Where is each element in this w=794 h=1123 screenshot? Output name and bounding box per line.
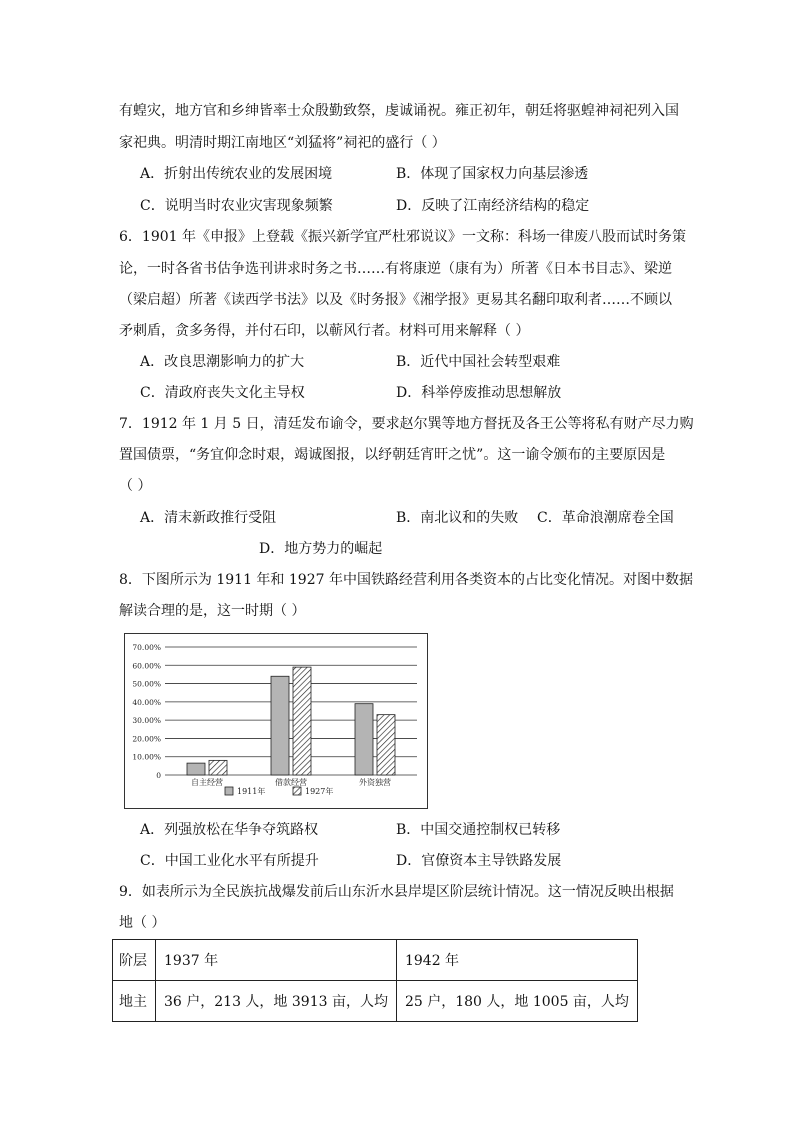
bar-1927 xyxy=(293,667,311,775)
table-row xyxy=(113,981,638,1022)
q7-text-line: （ ） xyxy=(119,478,152,494)
legend-swatch xyxy=(225,787,233,795)
strata-table xyxy=(112,939,638,1022)
legend-label: 1911年 xyxy=(237,787,266,796)
bar-1911 xyxy=(271,676,289,775)
legend-label: 1927年 xyxy=(305,787,334,796)
y-tick-label: 50.00% xyxy=(132,679,161,689)
q7-option-b: B．南北议和的失败 xyxy=(396,510,519,526)
q5-option-c: C．说明当时农业灾害现象频繁 xyxy=(140,198,333,214)
q6-text-line: 矛刺盾，贪多务得，并付石印，以蕲风行者。材料可用来解释（ ） xyxy=(119,323,530,339)
q5-option-a: A．折射出传统农业的发展困境 xyxy=(140,166,333,182)
q6-text-line: （梁启超）所著《读西学书法》以及《时务报》《湘学报》更易其名翻印取利者……不顾以 xyxy=(119,292,672,308)
q6-text-line: 6．1901 年《申报》上登载《振兴新学宜严杜邪说议》一文称：科场一律废八股而试时务策 xyxy=(119,229,686,245)
q5-option-b: B．体现了国家权力向基层渗透 xyxy=(396,166,589,182)
q8-text-line: 解读合理的是，这一时期（ ） xyxy=(119,603,306,619)
q7-option-c: C．革命浪潮席卷全国 xyxy=(537,510,674,526)
q6-option-a: A．改良思潮影响力的扩大 xyxy=(140,354,305,370)
y-tick-label: 10.00% xyxy=(132,752,161,762)
x-tick-label: 外资独营 xyxy=(359,778,391,787)
y-tick-label: 0 xyxy=(156,771,161,780)
bar-1927 xyxy=(377,715,395,775)
q6-option-d: D．科举停废推动思想解放 xyxy=(396,385,562,401)
q5-text-line: 家祀典。明清时期江南地区“刘猛将”祠祀的盛行（ ） xyxy=(119,135,446,151)
bar-1911 xyxy=(355,704,373,775)
table-header-cell: 1942 年 xyxy=(396,940,637,981)
table-header-row xyxy=(113,940,638,981)
table-header-cell: 阶层 xyxy=(113,940,156,981)
q8-option-a: A．列强放松在华争夺筑路权 xyxy=(140,822,319,838)
q7-option-d: D．地方势力的崛起 xyxy=(259,541,383,557)
q5-option-d: D．反映了江南经济结构的稳定 xyxy=(396,198,590,214)
y-tick-label: 70.00% xyxy=(132,643,161,652)
q6-text-line: 论，一时各省书估争选刊讲求时务之书……有将康逆（康有为）所著《日本书目志》、梁逆 xyxy=(119,261,672,277)
y-tick-label: 40.00% xyxy=(132,697,161,707)
table-header-cell: 1937 年 xyxy=(156,940,397,981)
x-tick-label: 自主经营 xyxy=(191,778,223,787)
q5-text-line: 有蝗灾，地方官和乡绅皆率士众殷勤致祭，虔诚诵祝。雍正初年，朝廷将驱蝗神祠祀列入国 xyxy=(119,103,679,119)
table-cell: 25 户，180 人，地 1005 亩，人均 xyxy=(396,981,637,1022)
table-cell: 地主 xyxy=(113,981,156,1022)
q8-option-d: D．官僚资本主导铁路发展 xyxy=(396,853,562,869)
q7-text-line: 7．1912 年 1 月 5 日，清廷发布谕令，要求赵尔巽等地方督抚及各王公等将私有财产尽力购 xyxy=(119,416,694,432)
q6-option-b: B．近代中国社会转型艰难 xyxy=(396,354,561,370)
q9-text-line: 地（ ） xyxy=(119,915,166,931)
bar-1927 xyxy=(209,760,227,775)
bar-1911 xyxy=(187,763,205,775)
q8-text-line: 8．下图所示为 1911 年和 1927 年中国铁路经营利用各类资本的占比变化情况。对图中数据 xyxy=(119,572,693,588)
legend-swatch xyxy=(293,787,301,795)
q7-option-a: A．清末新政推行受阻 xyxy=(140,510,277,526)
q9-text-line: 9．如表所示为全民族抗战爆发前后山东沂水县岸堤区阶层统计情况。这一情况反映出根据 xyxy=(119,884,674,900)
y-tick-label: 60.00% xyxy=(132,661,161,671)
y-tick-label: 30.00% xyxy=(132,716,161,726)
q7-text-line: 置国债票，“务宜仰念时艰，竭诚图报，以纾朝廷宵旰之忧”。这一谕令颁布的主要原因是 xyxy=(119,447,666,463)
x-tick-label: 借款经营 xyxy=(275,778,307,787)
table-cell: 36 户，213 人，地 3913 亩，人均 xyxy=(156,981,397,1022)
q8-option-b: B．中国交通控制权已转移 xyxy=(396,822,561,838)
q6-option-c: C．清政府丧失文化主导权 xyxy=(140,385,305,401)
railway-capital-chart xyxy=(124,633,428,809)
chart-canvas xyxy=(125,634,427,808)
q8-option-c: C．中国工业化水平有所提升 xyxy=(140,853,319,869)
y-tick-label: 20.00% xyxy=(132,734,161,744)
